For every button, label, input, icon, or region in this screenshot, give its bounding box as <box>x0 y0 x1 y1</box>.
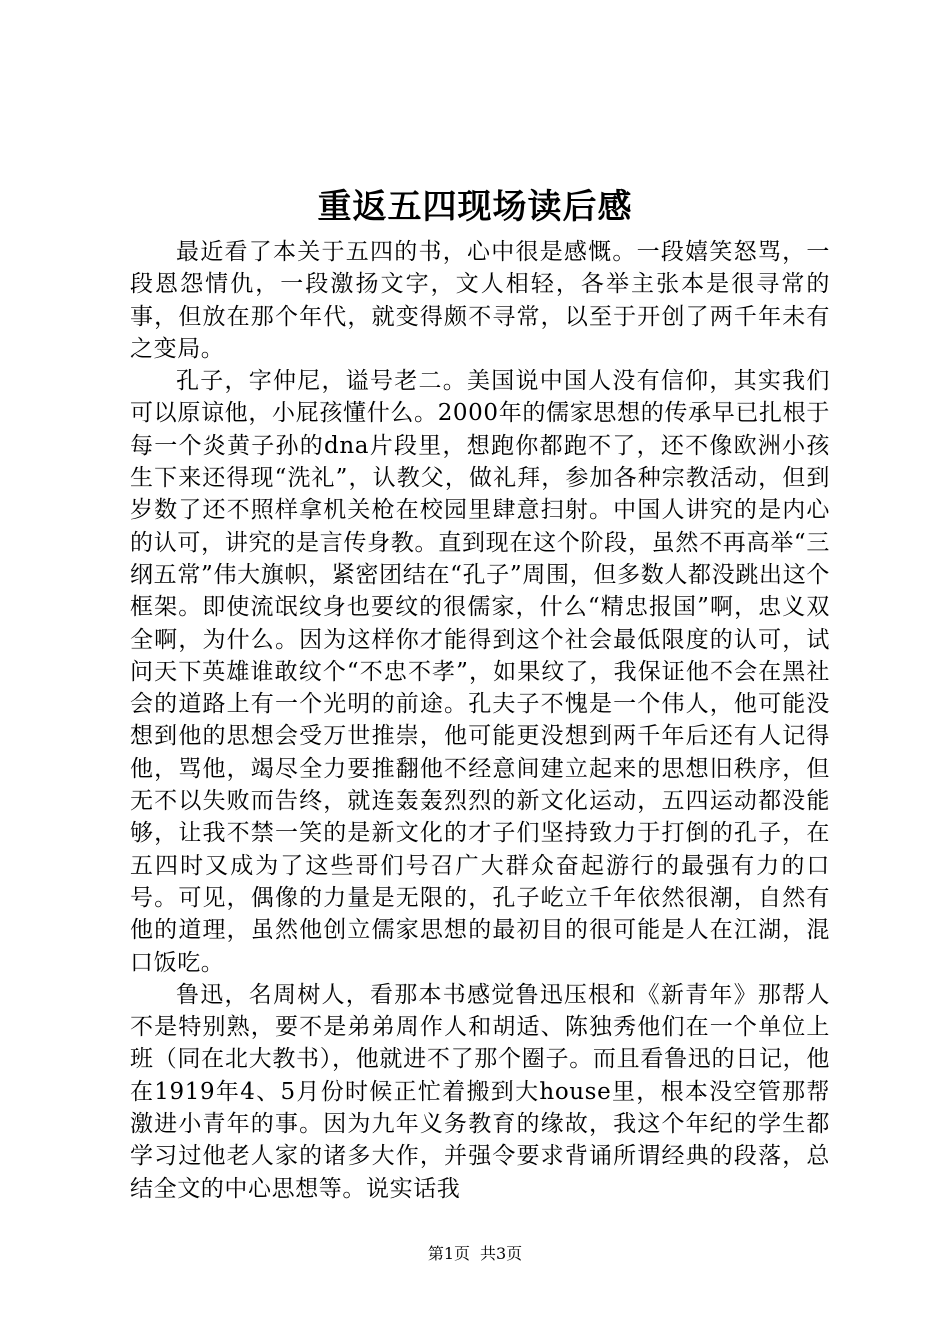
paragraph-confucius: 孔子，字仲尼，谥号老二。美国说中国人没有信仰，其实我们可以原谅他，小屁孩懂什么。2000年的儒家思想的传承早已扎根于每一个炎黄子孙的dna片段里，想跑你都跑不了，还不像欧洲小孩生下来还得现“洗礼”，认教父，做礼拜，参加各种宗教活动，但到岁数了还不照样拿机关枪在校园里肆意扫射。中国人讲究的是内心的认可，讲究的是言传身教。直到现在这个阶段，虽然不再高举“三纲五常”伟大旗帜，紧密团结在“孔子”周围，但多数人都没跳出这个框架。即使流氓纹身也要纹的很儒家，什么“精忠报国”啊，忠义双全啊，为什么。因为这样你才能得到这个社会最低限度的认可，试问天下英雄谁敢纹个“不忠不孝”，如果纹了，我保证他不会在黑社会的道路上有一个光明的前途。孔夫子不愧是一个伟人，他可能没想到他的思想会受万世推崇，他可能更没想到两千年后还有人记得他，骂他，竭尽全力要推翻他不经意间建立起来的思想旧秩序，但无不以失败而告终，就连轰轰烈烈的新文化运动，五四运动都没能够，让我不禁一笑的是新文化的才子们坚持致力于打倒的孔子，在五四时又成为了这些哥们号召广大群众奋起游行的最强有力的口号。可见，偶像的力量是无限的，孔子屹立千年依然很潮，自然有他的道理，虽然他创立儒家思想的最初目的很可能是人在江湖，混口饭吃。 <box>130 368 830 976</box>
paragraph-intro: 最近看了本关于五四的书，心中很是感慨。一段嬉笑怒骂，一段恩怨情仇，一段激扬文字，文人相轻，各举主张本是很寻常的事，但放在那个年代，就变得颇不寻常，以至于开创了两千年未有之变局。 <box>130 239 830 362</box>
page-footer <box>0 1243 950 1265</box>
page-total: 共3页 <box>480 1244 523 1263</box>
document-title: 重返五四现场读后感 <box>317 187 633 227</box>
document-body <box>130 236 830 1205</box>
page-number: 第1页 <box>427 1244 470 1263</box>
paragraph-luxun: 鲁迅，名周树人，看那本书感觉鲁迅压根和《新青年》那帮人不是特别熟，要不是弟弟周作人和胡适、陈独秀他们在一个单位上班（同在北大教书），他就进不了那个圈子。而且看鲁迅的日记，他在1919年4、5月份时候正忙着搬到大house里，根本没空管那帮激进小青年的事。因为九年义务教育的缘故，我这个年纪的学生都学习过他老人家的诸多大作，并强令要求背诵所谓经典的段落，总结全文的中心思想等。说实话我 <box>130 981 830 1202</box>
